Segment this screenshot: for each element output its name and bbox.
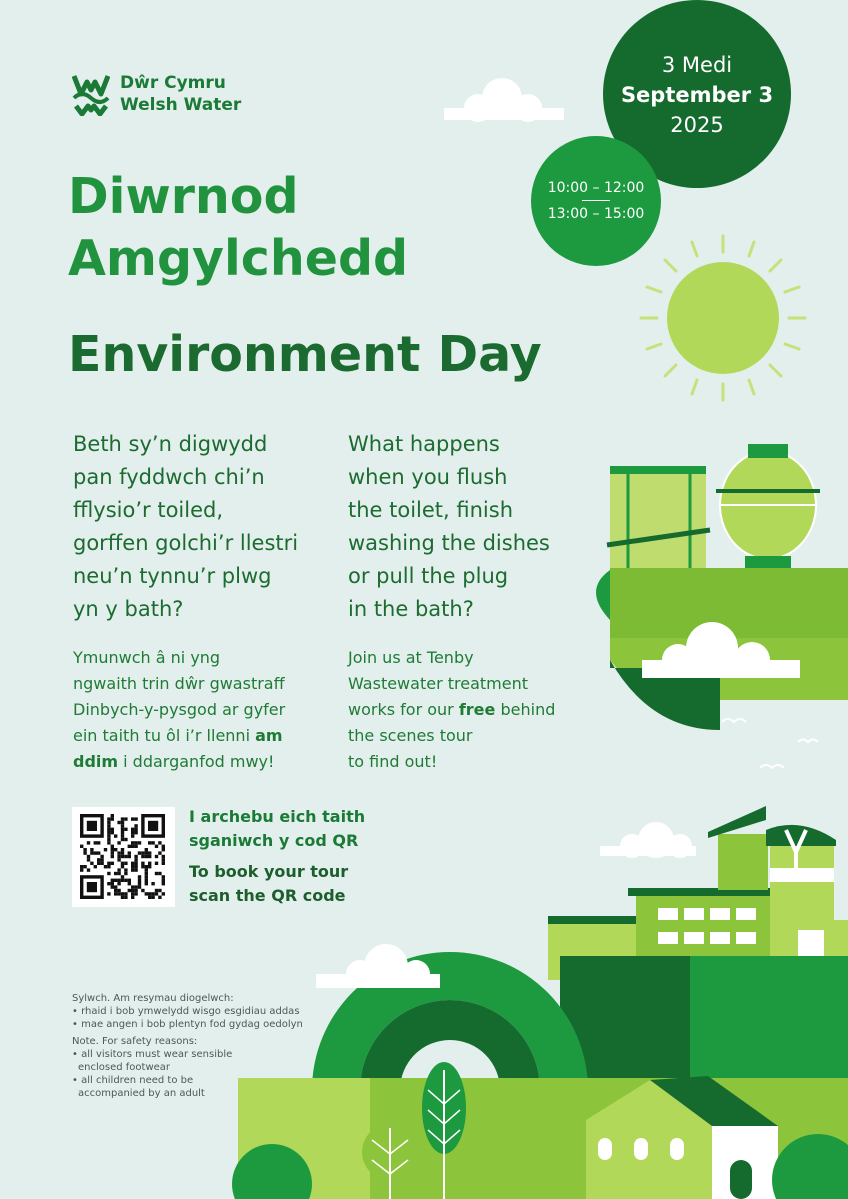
booking-line: sganiwch y cod QR [189,831,359,850]
body-emphasis: free [458,700,496,719]
question-line: neu’n tynnu’r plwg [73,564,272,588]
title-cy-line: Diwrnod [68,168,299,225]
question-line: pan fyddwch chi’n [73,465,265,489]
booking-english [189,860,348,908]
birds-icon [722,719,818,768]
note-item: enclosed footwear [78,1062,171,1073]
question-line: Beth sy’n digwydd [73,432,268,456]
body-line: Wastewater treatment [348,674,528,693]
title-welsh [68,166,408,290]
safety-notes [72,992,303,1100]
body-line: Dinbych-y-pysgod ar gyfer [73,700,286,719]
body-line: the scenes tour [348,726,473,745]
body-line: ngwaith trin dŵr gwastraff [73,674,285,693]
note-heading-cy: Sylwch. Am resymau diogelwch: [72,993,234,1004]
body-line: to find out! [348,752,438,771]
note-item: accompanied by an adult [78,1088,205,1099]
cloud-icon [444,78,564,122]
body-line [73,749,285,775]
body-line [73,723,285,749]
body-text: behind [495,700,556,719]
body-english [348,645,555,775]
question-english [348,428,598,626]
treatment-works-illustration [596,444,848,730]
date-en: September 3 [620,83,774,107]
question-line: yn y bath? [73,597,184,621]
date-cy: 3 Medi [661,53,733,77]
qr-code[interactable] [72,807,175,907]
booking-line: I archebu eich taith [189,807,366,826]
brand-name-en: Welsh Water [120,95,242,115]
time-slot-2: 13:00 – 15:00 [547,206,645,222]
event-times [531,136,661,266]
time-divider [582,200,610,201]
date-year: 2025 [670,113,724,137]
brand-name [120,72,241,116]
booking-line: scan the QR code [189,886,346,905]
question-line: gorffen golchi’r llestri [73,531,299,555]
time-slot-1: 10:00 – 12:00 [547,180,645,196]
question-line: the toilet, finish [348,498,514,522]
body-emphasis: ddim [73,752,119,771]
question-line: when you flush [348,465,508,489]
brand-name-cy: Dŵr Cymru [120,73,226,93]
note-item: • rhaid i bob ymwelydd wisgo esgidiau addas [72,1006,300,1017]
question-line: or pull the plug [348,564,509,588]
body-emphasis: am [255,726,283,745]
question-line: fflysio’r toiled, [73,498,224,522]
note-item: • all children need to be [72,1075,194,1086]
body-text: i ddarganfod mwy! [118,752,275,771]
title-cy-line: Amgylchedd [68,230,409,287]
booking-welsh [189,805,365,853]
question-welsh [73,428,343,626]
body-welsh [73,645,285,775]
body-text: works for our [348,700,459,719]
body-line: Join us at Tenby [348,648,474,667]
question-line: washing the dishes [348,531,550,555]
sun-icon [641,236,805,400]
welsh-water-logo-icon [72,72,110,116]
body-text: ein taith tu ôl i’r llenni [73,726,256,745]
note-heading-en: Note. For safety reasons: [72,1036,198,1047]
question-line: in the bath? [348,597,474,621]
body-line: Ymunwch â ni yng [73,648,221,667]
qr-code-icon [72,807,175,907]
body-line [348,697,555,723]
question-line: What happens [348,432,500,456]
note-item: • mae angen i bob plentyn fod gydag oedolyn [72,1019,303,1030]
booking-line: To book your tour [189,862,349,881]
note-item: • all visitors must wear sensible [72,1049,233,1060]
title-english: Environment Day [68,326,542,383]
cloud-icon [600,822,696,858]
